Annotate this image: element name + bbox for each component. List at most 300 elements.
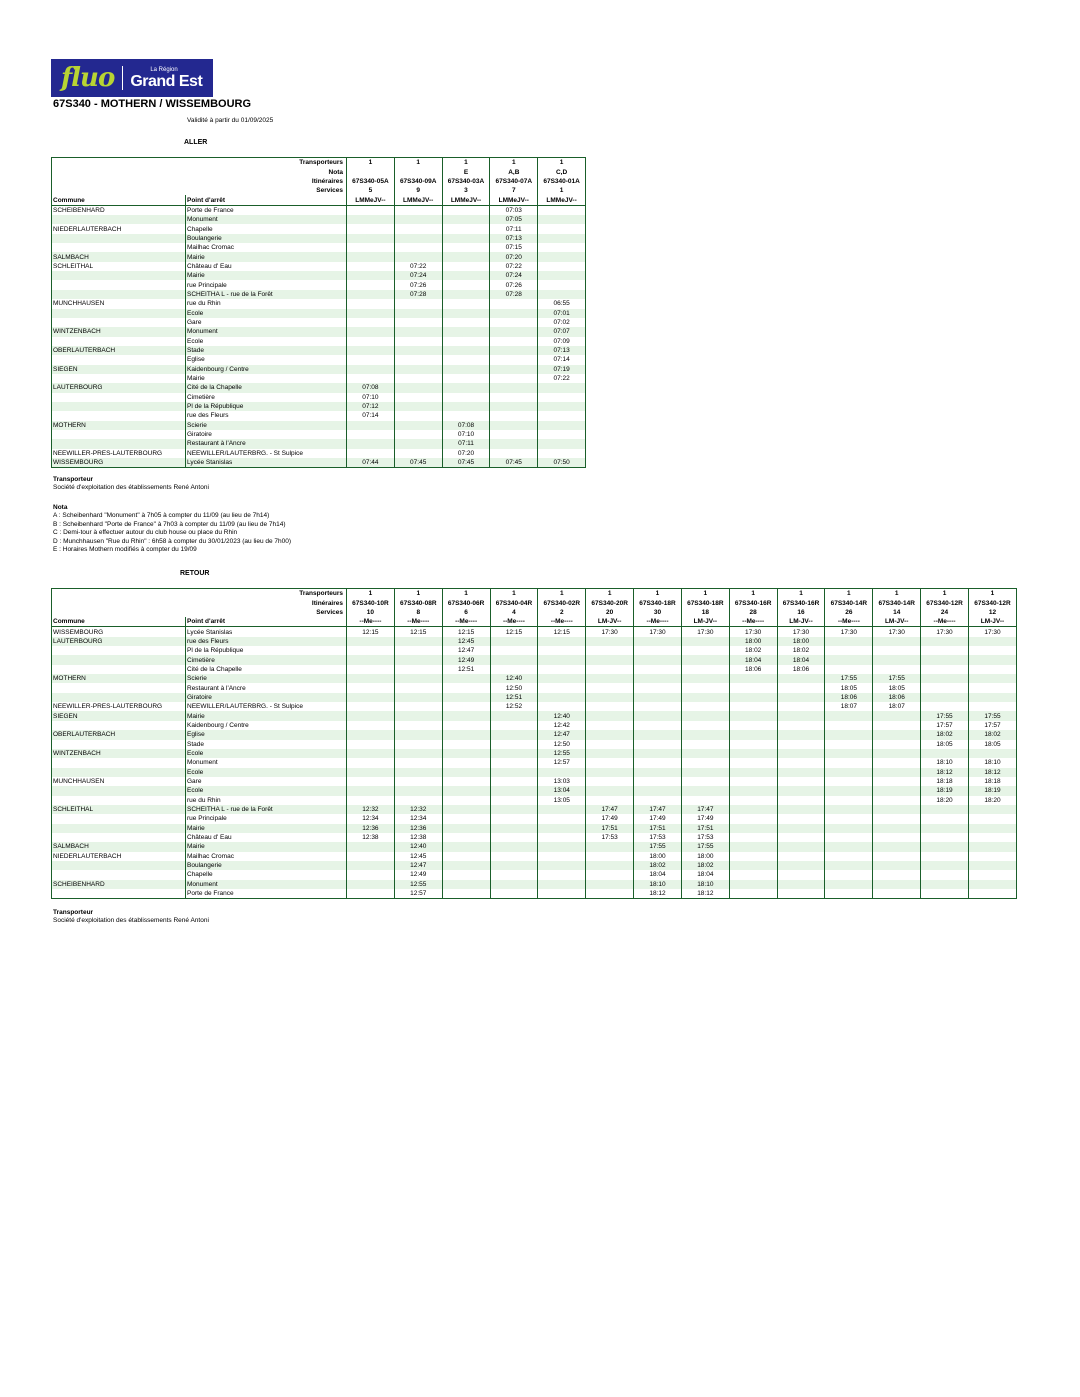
commune-cell: SIEGEN [52,365,186,374]
time-cell [681,655,729,664]
services-cell: 7 [490,186,538,195]
time-cell [681,740,729,749]
time-cell [538,205,586,215]
header-row-transporteurs [52,589,1017,599]
itineraires-cell: 67S340-09A [394,177,442,186]
table-row [52,365,586,374]
commune-cell [52,824,186,833]
time-cell [586,674,634,683]
time-cell [490,374,538,383]
stop-cell: Monument [186,327,347,336]
stop-cell: NEEWILLER/LAUTERBRG. - St Sulpice [186,449,347,458]
days-cell: LMMeJV-- [490,195,538,205]
time-cell [394,777,442,786]
time-cell [586,665,634,674]
table-row [52,449,586,458]
time-cell [394,768,442,777]
time-cell [538,814,586,823]
time-cell [490,430,538,439]
header-row-transporteurs [52,158,586,168]
table-row [52,777,1017,786]
time-cell [634,777,682,786]
days-cell: LMMeJV-- [538,195,586,205]
time-cell: 12:55 [394,880,442,889]
time-cell: 12:36 [394,824,442,833]
services-cell: 30 [634,608,682,617]
time-cell [825,749,873,758]
time-cell [442,824,490,833]
time-cell [347,346,395,355]
time-cell [394,243,442,252]
commune-cell [52,796,186,805]
time-cell: 17:55 [634,842,682,851]
time-cell [394,665,442,674]
transporteurs-cell: 1 [921,589,969,599]
time-cell: 12:51 [490,693,538,702]
commune-cell [52,234,186,243]
header-row-services [52,608,1017,617]
time-cell [777,683,825,692]
commune-column-header: Commune [52,617,186,627]
time-cell [347,318,395,327]
time-cell [347,421,395,430]
time-cell: 12:40 [538,711,586,720]
time-cell [490,777,538,786]
time-cell [442,740,490,749]
time-cell [777,740,825,749]
time-cell [394,646,442,655]
time-cell [538,252,586,261]
time-cell: 12:34 [347,814,395,823]
time-cell [538,889,586,899]
time-cell [442,393,490,402]
time-cell [968,814,1016,823]
time-cell: 07:22 [490,262,538,271]
time-cell [586,870,634,879]
time-cell [394,758,442,767]
transporteurs-cell: 1 [490,589,538,599]
transporteurs-cell: 1 [442,589,490,599]
time-cell [729,852,777,861]
time-cell: 17:30 [634,627,682,637]
time-cell: 07:50 [538,458,586,468]
stop-cell: Boulangerie [186,861,347,870]
time-cell: 18:10 [968,758,1016,767]
table-row [52,655,1017,664]
time-cell [394,702,442,711]
time-cell: 07:26 [490,280,538,289]
time-cell [442,346,490,355]
time-cell [586,646,634,655]
time-cell: 07:10 [347,393,395,402]
time-cell: 18:04 [777,655,825,664]
stop-cell: Lycée Stanislas [186,458,347,468]
stop-cell: Cité de la Chapelle [186,665,347,674]
time-cell [873,721,921,730]
transporteurs-cell: 1 [538,158,586,168]
time-cell [873,805,921,814]
services-cell: 9 [394,186,442,195]
retour-timetable [51,588,1017,899]
time-cell: 18:06 [825,693,873,702]
time-cell: 07:08 [442,421,490,430]
table-row [52,796,1017,805]
time-cell [586,730,634,739]
table-row [52,234,586,243]
itineraires-cell: 67S340-16R [777,598,825,607]
table-row [52,627,1017,637]
time-cell [394,740,442,749]
time-cell [586,683,634,692]
commune-cell: SCHLEITHAL [52,805,186,814]
time-cell [442,786,490,795]
time-cell [347,449,395,458]
time-cell [442,861,490,870]
time-cell [347,683,395,692]
time-cell [586,786,634,795]
time-cell [394,693,442,702]
time-cell [442,271,490,280]
time-cell [347,889,395,899]
logo-region-name: Grand Est [130,72,203,90]
commune-cell [52,430,186,439]
time-cell [681,637,729,646]
commune-cell: MOTHERN [52,421,186,430]
time-cell [394,721,442,730]
stop-cell: Monument [186,215,347,224]
time-cell [921,814,969,823]
time-cell [729,740,777,749]
time-cell: 07:28 [490,290,538,299]
time-cell: 18:00 [729,637,777,646]
itineraires-cell: 67S340-18R [681,598,729,607]
time-cell [729,683,777,692]
time-cell [777,711,825,720]
time-cell [729,730,777,739]
time-cell: 18:02 [777,646,825,655]
time-cell: 12:32 [394,805,442,814]
time-cell: 17:30 [729,627,777,637]
time-cell: 07:14 [347,411,395,420]
time-cell [538,665,586,674]
time-cell [634,730,682,739]
days-cell: LM-JV-- [968,617,1016,627]
time-cell [873,870,921,879]
time-cell [394,674,442,683]
stop-cell: Scierie [186,421,347,430]
time-cell [394,205,442,215]
time-cell [347,439,395,448]
stop-cell: Eglise [186,355,347,364]
commune-cell [52,215,186,224]
time-cell [442,683,490,692]
time-cell: 17:49 [586,814,634,823]
stop-cell: Mairie [186,824,347,833]
time-cell [921,833,969,842]
time-cell [729,749,777,758]
time-cell: 13:04 [538,786,586,795]
time-cell [347,693,395,702]
stop-cell: Ecole [186,749,347,758]
time-cell [873,655,921,664]
time-cell [777,852,825,861]
table-row [52,290,586,299]
time-cell [681,786,729,795]
time-cell: 12:51 [442,665,490,674]
time-cell: 12:50 [538,740,586,749]
time-cell [442,842,490,851]
time-cell [538,637,586,646]
time-cell: 07:01 [538,309,586,318]
time-cell [634,711,682,720]
days-cell: LMMeJV-- [394,195,442,205]
table-row [52,309,586,318]
table-row [52,740,1017,749]
time-cell: 17:30 [921,627,969,637]
time-cell [586,721,634,730]
time-cell [968,861,1016,870]
services-cell: 3 [442,186,490,195]
stop-cell: rue des Fleurs [186,411,347,420]
time-cell: 18:10 [681,880,729,889]
time-cell [442,290,490,299]
commune-cell: MUNCHHAUSEN [52,299,186,308]
time-cell [777,824,825,833]
time-cell: 17:55 [681,842,729,851]
commune-cell: NIEDERLAUTERBACH [52,224,186,233]
time-cell: 12:36 [347,824,395,833]
time-cell [347,711,395,720]
time-cell [347,702,395,711]
stop-cell: Ecole [186,309,347,318]
time-cell: 18:06 [873,693,921,702]
time-cell [347,243,395,252]
time-cell: 07:05 [490,215,538,224]
commune-cell: NIEDERLAUTERBACH [52,852,186,861]
time-cell: 07:09 [538,337,586,346]
time-cell: 07:12 [347,402,395,411]
time-cell: 12:15 [442,627,490,637]
time-cell [634,665,682,674]
time-cell [394,637,442,646]
table-row [52,730,1017,739]
time-cell [681,693,729,702]
time-cell [538,449,586,458]
services-cell: 20 [586,608,634,617]
commune-cell [52,355,186,364]
days-cell: --Me---- [490,617,538,627]
header-label-services: Services [316,187,343,195]
stop-cell: Ecole [186,337,347,346]
nota-line: C : Demi-tour à effectuer autour du club house ou place du Rhin [53,529,238,537]
commune-cell [52,280,186,289]
stop-cell: Chapelle [186,870,347,879]
time-cell [347,637,395,646]
time-cell [490,411,538,420]
header-label-nota: Nota [328,168,343,176]
time-cell: 13:03 [538,777,586,786]
time-cell [394,234,442,243]
stop-cell: Lycée Stanislas [186,627,347,637]
time-cell [442,383,490,392]
days-cell: --Me---- [825,617,873,627]
time-cell [681,711,729,720]
time-cell [442,749,490,758]
commune-cell: SCHEIBENHARD [52,880,186,889]
time-cell [634,768,682,777]
time-cell: 18:05 [921,740,969,749]
time-cell [777,730,825,739]
time-cell: 12:55 [538,749,586,758]
time-cell [394,421,442,430]
time-cell [873,861,921,870]
stop-cell: Mairie [186,842,347,851]
aller-heading: ALLER [184,139,208,146]
time-cell [921,880,969,889]
time-cell [347,215,395,224]
time-cell: 17:30 [968,627,1016,637]
itineraires-cell: 67S340-10R [347,598,395,607]
commune-cell: LAUTERBOURG [52,637,186,646]
table-row [52,374,586,383]
time-cell [490,439,538,448]
stop-cell: Kaidenbourg / Centre [186,721,347,730]
days-cell: LM-JV-- [586,617,634,627]
time-cell [347,337,395,346]
time-cell [538,430,586,439]
table-row [52,383,586,392]
table-row [52,262,586,271]
nota-line: E : Horaires Mothern modifiés à compter du 19/09 [53,546,197,554]
commune-cell [52,393,186,402]
time-cell [634,740,682,749]
time-cell [394,430,442,439]
transporteurs-cell: 1 [394,589,442,599]
time-cell: 12:52 [490,702,538,711]
time-cell [968,880,1016,889]
time-cell: 17:53 [634,833,682,842]
time-cell: 17:47 [681,805,729,814]
days-cell: --Me---- [442,617,490,627]
itineraires-cell: 67S340-14R [873,598,921,607]
time-cell [490,449,538,458]
time-cell [394,355,442,364]
time-cell [347,327,395,336]
time-cell: 18:02 [634,861,682,870]
time-cell [490,393,538,402]
commune-cell: SCHEIBENHARD [52,205,186,215]
time-cell [681,749,729,758]
time-cell [968,852,1016,861]
days-cell: --Me---- [634,617,682,627]
time-cell: 07:22 [538,374,586,383]
logo-divider [122,66,123,90]
days-cell: --Me---- [394,617,442,627]
table-row [52,870,1017,879]
time-cell: 12:40 [490,674,538,683]
commune-cell [52,683,186,692]
time-cell: 18:20 [968,796,1016,805]
time-cell: 17:49 [681,814,729,823]
time-cell [634,721,682,730]
table-row [52,346,586,355]
time-cell [586,740,634,749]
time-cell [825,842,873,851]
days-cell: --Me---- [729,617,777,627]
stop-cell: Cité de la Chapelle [186,383,347,392]
time-cell: 18:04 [729,655,777,664]
time-cell [442,693,490,702]
time-cell: 17:49 [634,814,682,823]
time-cell [538,393,586,402]
nota-cell [347,167,395,176]
itineraires-cell: 67S340-01A [538,177,586,186]
header-row-itineraires [52,177,586,186]
table-row [52,749,1017,758]
time-cell [586,655,634,664]
time-cell [634,758,682,767]
time-cell: 17:30 [681,627,729,637]
commune-cell [52,402,186,411]
time-cell [490,421,538,430]
logo-region-small: La Région [150,66,178,73]
time-cell [777,693,825,702]
time-cell: 18:06 [777,665,825,674]
stop-cell: Chapelle [186,224,347,233]
time-cell [490,337,538,346]
transporteur-name: Société d'exploitation des établissements René Antoni [53,917,209,925]
time-cell [442,327,490,336]
time-cell [634,796,682,805]
time-cell [777,786,825,795]
time-cell: 07:14 [538,355,586,364]
time-cell [538,852,586,861]
time-cell [538,421,586,430]
time-cell: 17:30 [586,627,634,637]
time-cell [394,786,442,795]
time-cell [538,683,586,692]
time-cell [442,702,490,711]
table-row [52,880,1017,889]
stop-cell: Mailhac Cromac [186,243,347,252]
time-cell [968,749,1016,758]
time-cell [490,852,538,861]
commune-cell [52,337,186,346]
time-cell [347,870,395,879]
transporteurs-cell: 1 [538,589,586,599]
time-cell: 17:55 [968,711,1016,720]
time-cell: 12:45 [442,637,490,646]
time-cell [394,252,442,261]
stop-cell: Monument [186,758,347,767]
time-cell [347,655,395,664]
time-cell [538,842,586,851]
table-row [52,665,1017,674]
time-cell [777,814,825,823]
time-cell [347,252,395,261]
stop-cell: Restaurant à l'Ancre [186,683,347,692]
time-cell [873,833,921,842]
time-cell [442,215,490,224]
time-cell: 07:20 [442,449,490,458]
time-cell [347,646,395,655]
time-cell: 07:45 [442,458,490,468]
time-cell [586,693,634,702]
services-cell: 12 [968,608,1016,617]
time-cell [873,842,921,851]
time-cell: 18:18 [968,777,1016,786]
time-cell [968,637,1016,646]
